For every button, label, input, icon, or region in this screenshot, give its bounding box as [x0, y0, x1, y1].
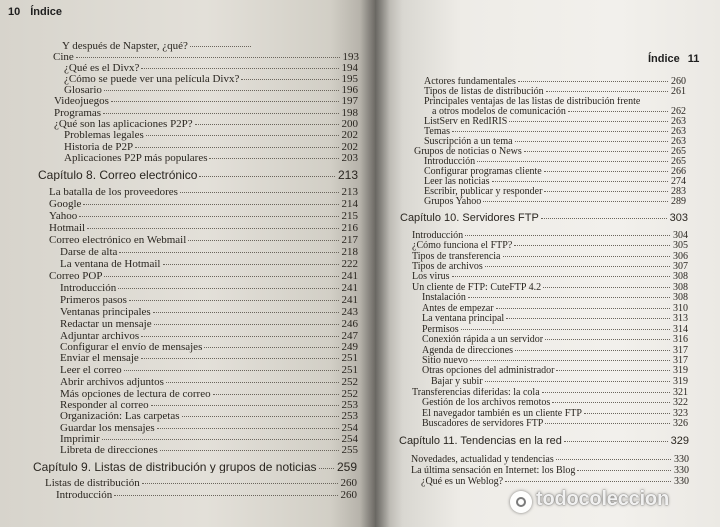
- toc-entry-title: La última sensación en Internet: los Blog: [411, 466, 576, 476]
- toc-page-number: 215: [341, 211, 358, 222]
- toc-entry-title: Principales ventajas de las listas de distribución frente: [424, 97, 641, 107]
- toc-dot-leader: [524, 151, 668, 152]
- toc-dot-leader: [564, 441, 668, 442]
- toc-entry: [431, 377, 688, 387]
- toc-entry: [422, 346, 688, 356]
- toc-page-number: 214: [341, 199, 358, 210]
- toc-entry: [422, 409, 688, 419]
- toc-page-number: 326: [673, 419, 688, 429]
- left-running-head-title: Índice: [30, 6, 63, 18]
- toc-page-number: 263: [671, 127, 686, 137]
- toc-chapter-entry: [399, 436, 689, 447]
- toc-page-number: 265: [671, 157, 686, 167]
- toc-dot-leader: [552, 402, 670, 403]
- toc-entry-title: Tipos de transferencia: [412, 252, 501, 262]
- toc-dot-leader: [483, 201, 668, 202]
- toc-dot-leader: [452, 131, 668, 132]
- toc-dot-leader: [541, 218, 667, 219]
- right-running-head-title: Índice: [648, 53, 680, 65]
- toc-entry: [424, 117, 686, 127]
- toc-page-number: 319: [673, 377, 688, 387]
- toc-page-number: 317: [673, 346, 688, 356]
- toc-page-number: 203: [341, 153, 358, 164]
- toc-page-number: 323: [673, 409, 688, 419]
- toc-page-number: 260: [340, 490, 357, 501]
- toc-entry-title: Enviar el mensaje: [60, 353, 139, 364]
- watermark: todocoleccion: [536, 488, 669, 510]
- toc-entry: [424, 157, 686, 167]
- toc-entry-title: Leer el correo: [60, 365, 122, 376]
- toc-dot-leader: [485, 266, 670, 267]
- toc-entry-title: Leer las noticias: [424, 177, 490, 187]
- toc-entry-title: Darse de alta: [60, 247, 118, 258]
- toc-page-number: 321: [673, 388, 688, 398]
- toc-dot-leader: [518, 81, 668, 82]
- toc-page-number: 197: [341, 96, 358, 107]
- toc-entry: [424, 187, 686, 197]
- toc-entry-title: Capítulo 11. Tendencias en la red: [399, 436, 562, 447]
- toc-page-number: 194: [341, 63, 358, 74]
- toc-dot-leader: [470, 360, 670, 361]
- toc-entry: [422, 293, 688, 303]
- toc-page-number: 261: [671, 87, 686, 97]
- toc-entry-title: Correo electrónico en Webmail: [49, 235, 187, 246]
- toc-entry-title: Configurar programas cliente: [424, 167, 542, 177]
- toc-dot-leader: [546, 91, 668, 92]
- toc-entry-title: Capítulo 8. Correo electrónico: [38, 169, 198, 181]
- toc-entry: [412, 262, 688, 272]
- toc-page-number: 216: [341, 223, 358, 234]
- toc-entry: [424, 87, 686, 97]
- toc-page-number: 198: [341, 108, 358, 119]
- toc-page-number: 314: [673, 325, 688, 335]
- toc-dot-leader: [452, 276, 671, 277]
- toc-entry: [422, 335, 688, 345]
- toc-dot-leader: [556, 370, 670, 371]
- toc-page-number: 260: [671, 77, 686, 87]
- toc-entry-title: Libreta de direcciones: [60, 445, 158, 456]
- toc-entry-title: Responder al correo: [60, 400, 149, 411]
- toc-page-number: 246: [341, 319, 358, 330]
- toc-page-number: 330: [674, 477, 689, 487]
- toc-dot-leader: [545, 423, 670, 424]
- toc-entry-title: Configurar el envío de mensajes: [60, 342, 203, 353]
- toc-page-number: 252: [341, 377, 358, 388]
- toc-entry-title: Primeros pasos: [60, 295, 127, 306]
- toc-entry-title: La ventana de Hotmail: [60, 259, 161, 270]
- toc-entry: [422, 314, 688, 324]
- left-page-number: 10: [8, 6, 21, 18]
- toc-entry-title: Introducción: [424, 157, 476, 167]
- toc-dot-leader: [515, 141, 668, 142]
- toc-entry-title: Aplicaciones P2P más populares: [64, 153, 208, 164]
- toc-page-number: 308: [673, 283, 688, 293]
- toc-entry-title: Guardar los mensajes: [60, 423, 155, 434]
- toc-entry-title: Y después de Napster, ¿qué?: [62, 41, 188, 52]
- toc-entry-title: Bajar y subir: [431, 377, 483, 387]
- toc-page-number: 330: [674, 455, 689, 465]
- toc-entry-title: ¿Qué es el Divx?: [64, 63, 140, 74]
- toc-entry-title: Glosario: [64, 85, 102, 96]
- toc-entry-title: Capítulo 10. Servidores FTP: [400, 213, 539, 224]
- toc-page-number: 241: [341, 271, 358, 282]
- toc-dot-leader: [515, 350, 670, 351]
- toc-dot-leader: [543, 287, 670, 288]
- toc-page-number: 316: [673, 335, 688, 345]
- toc-dot-leader: [496, 308, 670, 309]
- toc-dot-leader: [509, 121, 668, 122]
- toc-entry-title: Escribir, publicar y responder: [424, 187, 543, 197]
- toc-page-number: 265: [671, 147, 686, 157]
- toc-entry-title: Organización: Las carpetas: [60, 411, 180, 422]
- toc-entry: [424, 177, 686, 187]
- toc-entry: [424, 97, 686, 107]
- toc-page-number: 319: [673, 366, 688, 376]
- toc-page-number: 222: [341, 259, 358, 270]
- toc-entry-title: Yahoo: [49, 211, 78, 222]
- watermark-logo-icon: [510, 491, 532, 513]
- toc-entry: [422, 356, 688, 366]
- toc-page-number: 213: [337, 169, 358, 181]
- toc-entry-title: Agenda de direcciones: [422, 346, 514, 356]
- toc-entry: [432, 107, 686, 117]
- toc-entry-title: Antes de empezar: [422, 304, 494, 314]
- toc-page-number: 241: [341, 283, 358, 294]
- toc-page-number: 202: [341, 142, 358, 153]
- toc-entry: [422, 304, 688, 314]
- toc-entry-title: Ventanas principales: [60, 307, 151, 318]
- toc-entry-title: Listas de distribución: [45, 478, 140, 489]
- toc-page-number: 193: [342, 52, 359, 63]
- toc-page-number: 308: [673, 272, 688, 282]
- toc-dot-leader: [461, 329, 670, 330]
- toc-entry-title: Más opciones de lectura de correo: [60, 389, 211, 400]
- toc-page-number: 255: [341, 445, 358, 456]
- toc-entry: [414, 147, 686, 157]
- toc-page-number: 253: [341, 400, 358, 411]
- toc-dot-leader: [556, 459, 671, 460]
- toc-page-number: 196: [341, 85, 358, 96]
- toc-entry: [424, 197, 686, 207]
- toc-entry-title: Imprimir: [60, 434, 100, 445]
- toc-entry-title: Cine: [53, 52, 74, 63]
- toc-page-number: 213: [341, 187, 358, 198]
- toc-entry-title: Historia de P2P: [64, 142, 134, 153]
- toc-entry-title: Redactar un mensaje: [60, 319, 152, 330]
- toc-entry: [412, 231, 688, 241]
- toc-entry-title: El navegador también es un cliente FTP: [422, 409, 582, 419]
- toc-dot-leader: [545, 339, 670, 340]
- toc-page-number: 243: [341, 307, 358, 318]
- toc-entry-title: ¿Qué son las aplicaciones P2P?: [54, 119, 193, 130]
- toc-entry: [412, 272, 688, 282]
- toc-dot-leader: [568, 111, 668, 112]
- toc-dot-leader: [584, 413, 670, 414]
- toc-entry-title: Suscripción a un tema: [424, 137, 513, 147]
- toc-dot-leader: [577, 470, 671, 471]
- right-page-number: 11: [687, 53, 700, 65]
- toc-page-number: 306: [673, 252, 688, 262]
- toc-entry-title: ListServ en RedIRIS: [424, 117, 508, 127]
- toc-page-number: 253: [341, 411, 358, 422]
- toc-entry-title: Permisos: [422, 325, 459, 335]
- toc-page-number: 317: [673, 356, 688, 366]
- toc-entry-title: Tipos de listas de distribución: [424, 87, 544, 97]
- toc-entry-title: Otras opciones del administrador: [422, 366, 555, 376]
- toc-entry-title: Adjuntar archivos: [60, 331, 140, 342]
- toc-dot-leader: [468, 297, 670, 298]
- toc-entry: [412, 252, 688, 262]
- toc-entry: [424, 127, 686, 137]
- toc-entry-title: La ventana principal: [422, 314, 505, 324]
- toc-page-number: 308: [673, 293, 688, 303]
- toc-page-number: 202: [341, 130, 358, 141]
- toc-entry-title: Sitio nuevo: [422, 356, 468, 366]
- toc-entry-title: ¿Cómo se puede ver una película Divx?: [64, 74, 240, 85]
- toc-page-number: 289: [671, 197, 686, 207]
- toc-page-number: 329: [670, 436, 689, 447]
- toc-page-number: 251: [341, 365, 358, 376]
- toc-entry: [421, 477, 689, 487]
- toc-dot-leader: [503, 256, 671, 257]
- toc-page-number: 254: [341, 434, 358, 445]
- toc-page-number: 200: [341, 119, 358, 130]
- toc-page-number: 247: [341, 331, 358, 342]
- toc-entry: [424, 137, 686, 147]
- toc-entry-title: Introducción: [60, 283, 117, 294]
- toc-entry: [412, 388, 688, 398]
- toc-page-number: 304: [673, 231, 688, 241]
- toc-entry-title: La batalla de los proveedores: [49, 187, 178, 198]
- toc-entry-title: Introducción: [412, 231, 464, 241]
- toc-entry-title: a otros modelos de comunicación: [432, 107, 566, 117]
- toc-entry-title: Los virus: [412, 272, 450, 282]
- toc-entry-title: Hotmail: [49, 223, 86, 234]
- toc-page-number: 283: [671, 187, 686, 197]
- toc-entry: [411, 466, 689, 476]
- toc-page-number: 330: [674, 466, 689, 476]
- toc-entry-title: Buscadores de servidores FTP: [422, 419, 544, 429]
- toc-entry: [424, 77, 686, 87]
- toc-dot-leader: [514, 245, 670, 246]
- toc-entry: [412, 283, 688, 293]
- toc-page-number: 310: [673, 304, 688, 314]
- toc-entry-title: Introducción: [56, 490, 113, 501]
- toc-page-number: 218: [341, 247, 358, 258]
- toc-page-number: 266: [671, 167, 686, 177]
- toc-page-number: 303: [669, 213, 688, 224]
- toc-entry-title: Temas: [424, 127, 450, 137]
- toc-page-number: 274: [671, 177, 686, 187]
- toc-page-number: 259: [336, 461, 357, 473]
- toc-page-number: 313: [673, 314, 688, 324]
- toc-page-number: 252: [341, 389, 358, 400]
- toc-entry-title: Conexión rápida a un servidor: [422, 335, 544, 345]
- toc-entry-title: ¿Qué es un Weblog?: [421, 477, 504, 487]
- toc-entry-title: Correo POP: [49, 271, 103, 282]
- toc-page-number: 262: [671, 107, 686, 117]
- toc-page-number: 263: [671, 117, 686, 127]
- toc-entry-title: Un cliente de FTP: CuteFTP 4.2: [412, 283, 542, 293]
- toc-dot-leader: [465, 235, 670, 236]
- toc-entry: [411, 455, 689, 465]
- toc-entry: [412, 241, 688, 251]
- toc-entry: [422, 325, 688, 335]
- toc-dot-leader: [505, 481, 671, 482]
- toc-dot-leader: [506, 318, 670, 319]
- toc-entry-title: Problemas legales: [64, 130, 144, 141]
- toc-page-number: 241: [341, 295, 358, 306]
- toc-page-number: 260: [340, 478, 357, 489]
- toc-entry: [422, 366, 688, 376]
- toc-entry-title: Videojuegos: [54, 96, 109, 107]
- toc-dot-leader: [542, 392, 670, 393]
- toc-entry-title: Instalación: [422, 293, 466, 303]
- toc-entry-title: Capítulo 9. Listas de distribución y grupos de noticias: [33, 461, 317, 473]
- toc-page-number: 305: [673, 241, 688, 251]
- toc-dot-leader: [492, 181, 668, 182]
- toc-page-number: 217: [341, 235, 358, 246]
- toc-entry-title: Abrir archivos adjuntos: [60, 377, 164, 388]
- toc-entry-title: Grupos Yahoo: [424, 197, 482, 207]
- toc-entry: [424, 167, 686, 177]
- toc-chapter-entry: [400, 213, 688, 224]
- toc-page-number: 195: [341, 74, 358, 85]
- toc-dot-leader: [477, 161, 668, 162]
- toc-page-number: 322: [673, 398, 688, 408]
- toc-entry-title: Gestión de los archivos remotos: [422, 398, 551, 408]
- toc-entry-title: Grupos de noticias o News: [414, 147, 522, 157]
- toc-page-number: 251: [341, 353, 358, 364]
- toc-entry-title: Google: [49, 199, 82, 210]
- toc-page-number: 263: [671, 137, 686, 147]
- toc-dot-leader: [544, 171, 668, 172]
- toc-page-number: 307: [673, 262, 688, 272]
- toc-dot-leader: [485, 381, 670, 382]
- toc-entry-title: Transferencias diferidas: la cola: [412, 388, 540, 398]
- toc-entry-title: Programas: [54, 108, 102, 119]
- toc-page-number: 254: [341, 423, 358, 434]
- toc-entry: [422, 398, 688, 408]
- toc-entry-title: Tipos de archivos: [412, 262, 483, 272]
- toc-entry-title: Actores fundamentales: [424, 77, 516, 87]
- toc-entry: [422, 419, 688, 429]
- toc-dot-leader: [544, 191, 668, 192]
- toc-page-number: 249: [341, 342, 358, 353]
- toc-entry-title: ¿Cómo funciona el FTP?: [412, 241, 513, 251]
- toc-entry-title: Novedades, actualidad y tendencias: [411, 455, 554, 465]
